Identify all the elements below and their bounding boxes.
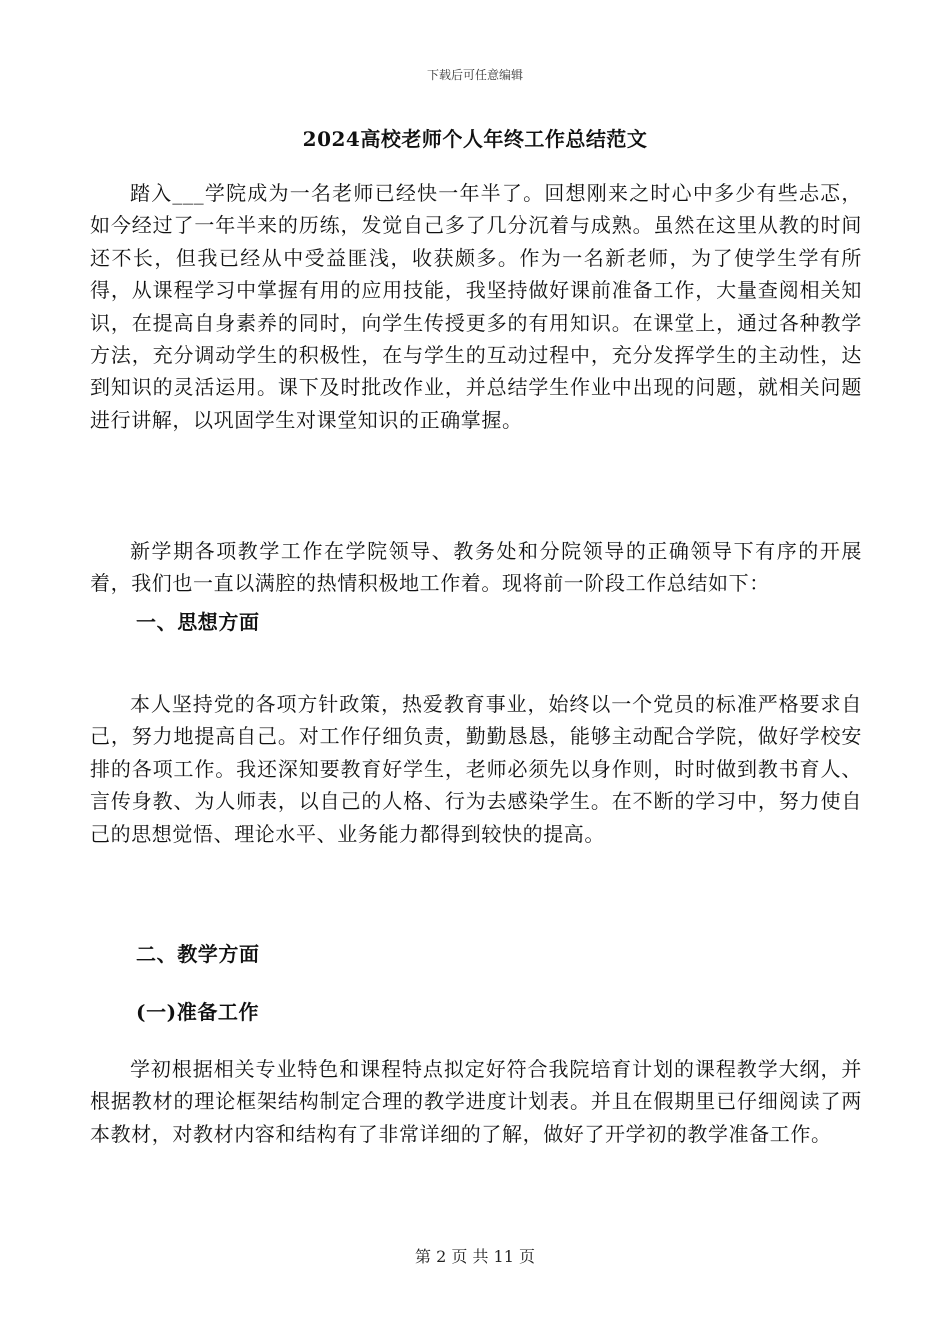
page-number-footer: 第 2 页 共 11 页 <box>415 1247 535 1266</box>
paragraph-preparation: 学初根据相关专业特色和课程特点拟定好符合我院培育计划的课程教学大纲，并根据教材的理论框架结构制定合理的教学进度计划表。并且在假期里已仔细阅读了两本教材，对教材内容和结构有了非常详细的了解，做好了开学初的教学准备工作。 <box>90 1057 862 1146</box>
paragraph-intro: 踏入___学院成为一名老师已经快一年半了。回想刚来之时心中多少有些忐忑，如今经过了一年半来的历练，发觉自己多了几分沉着与成熟。虽然在这里从教的时间还不长，但我已经从中受益匪浅，收获颇多。作为一名新老师，为了使学生学有所得，从课程学习中掌握有用的应用技能，我坚持做好课前准备工作，大量查阅相关知识，在提高自身素养的同时，向学生传授更多的有用知识。在课堂上，通过各种教学方法，充分调动学生的积极性，在与学生的互动过程中，充分发挥学生的主动性，达到知识的灵活运用。课下及时批改作业，并总结学生作业中出现的问题，就相关问题进行讲解，以巩固学生对课堂知识的正确掌握。 <box>90 181 862 432</box>
subsection-heading-preparation: (一)准备工作 <box>136 1000 260 1024</box>
paragraph-overview: 新学期各项教学工作在学院领导、教务处和分院领导的正确领导下有序的开展着，我们也一直以满腔的热情积极地工作着。现将前一阶段工作总结如下： <box>90 539 862 596</box>
section-heading-teaching: 二、教学方面 <box>136 942 260 966</box>
page-header: 下载后可任意编辑 <box>426 68 523 82</box>
paragraph-ideology: 本人坚持党的各项方针政策，热爱教育事业，始终以一个党员的标准严格要求自己，努力地提高自己。对工作仔细负责，勤勤恳恳，能够主动配合学院，做好学校安排的各项工作。我还深知要教育好学生，老师必须先以身作则，时时做到教书育人、言传身教、为人师表，以自己的人格、行为去感染学生。在不断的学习中，努力使自己的思想觉悟、理论水平、业务能力都得到较快的提高。 <box>90 692 862 846</box>
document-title: 2024高校老师个人年终工作总结范文 <box>302 127 648 151</box>
section-heading-ideology: 一、思想方面 <box>136 610 260 634</box>
